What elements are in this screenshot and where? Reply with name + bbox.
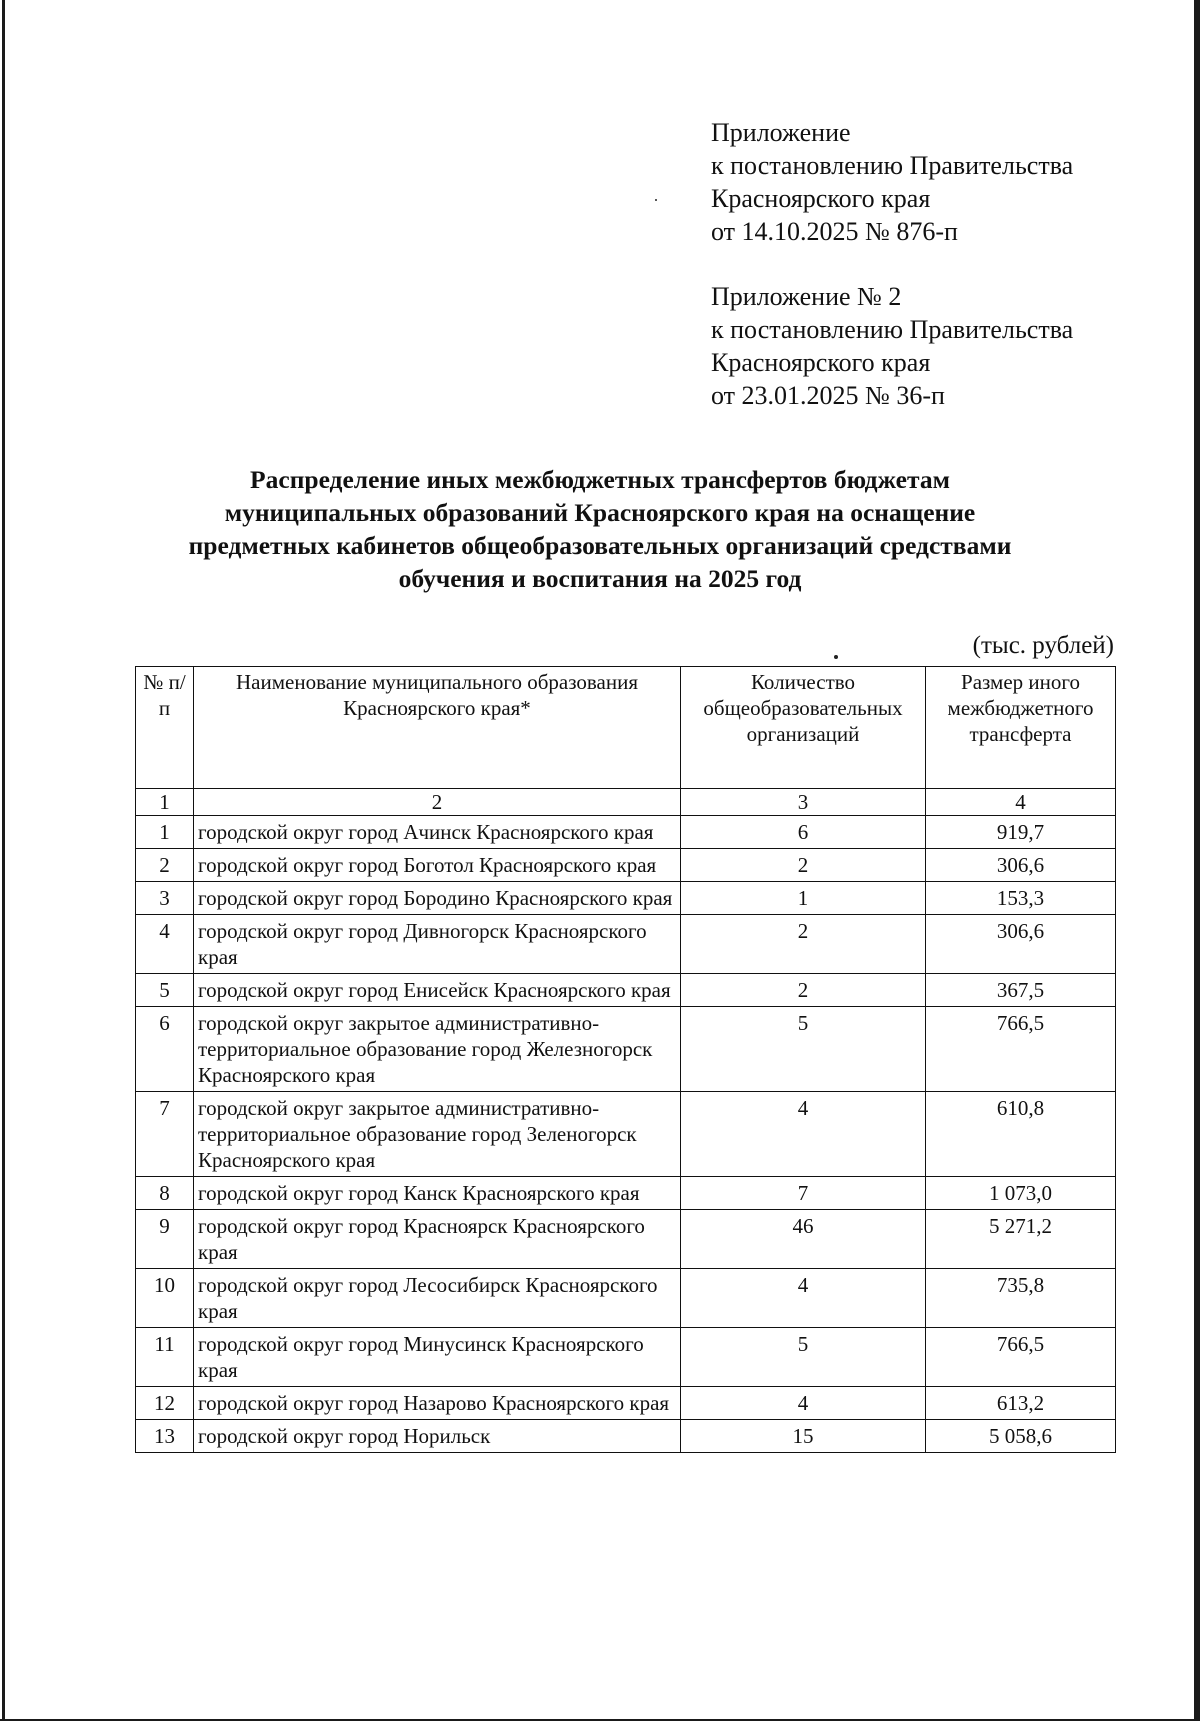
row-transfer-amount: 5 271,2 [926,1210,1116,1269]
row-transfer-amount: 153,3 [926,882,1116,915]
row-school-count: 4 [681,1092,926,1177]
scan-border-left [2,0,5,1721]
appendix-2-line-2: к постановлению Правительства [711,315,1074,344]
appendix-main-line-4: от 14.10.2025 № 876-п [711,217,958,246]
row-municipality-name: городской округ город Назарово Красноярского края [194,1387,681,1420]
row-municipality-name: городской округ город Енисейск Красноярского края [194,974,681,1007]
table-row [136,1007,1116,1092]
row-number: 3 [136,882,194,915]
row-transfer-amount: 766,5 [926,1328,1116,1387]
row-school-count: 2 [681,974,926,1007]
row-transfer-amount: 1 073,0 [926,1177,1116,1210]
row-number: 4 [136,915,194,974]
row-school-count: 7 [681,1177,926,1210]
row-number: 1 [136,816,194,849]
table-row [136,915,1116,974]
appendix-2-line-1: Приложение № 2 [711,282,902,311]
title-line-2: муниципальных образований Красноярского края на оснащение [224,498,976,527]
appendix-header-main [711,116,1073,248]
table-row [136,1177,1116,1210]
row-number: 12 [136,1387,194,1420]
scan-border-right [1194,0,1200,1721]
row-municipality-name: городской округ город Бородино Красноярского края [194,882,681,915]
row-municipality-name: городской округ город Канск Красноярского края [194,1177,681,1210]
row-school-count: 5 [681,1328,926,1387]
header-amount: Размер иного межбюджетного трансферта [926,667,1116,789]
table-row [136,1269,1116,1328]
column-number: 1 [136,789,194,816]
appendix-main-line-3: Красноярского края [711,184,931,213]
column-number: 3 [681,789,926,816]
table-header-row [136,667,1116,789]
row-transfer-amount: 919,7 [926,816,1116,849]
row-municipality-name: городской округ закрытое административно-территориальное образование город Железногорск Красноярского края [194,1007,681,1092]
scan-speck [655,199,657,201]
row-number: 2 [136,849,194,882]
row-number: 9 [136,1210,194,1269]
row-school-count: 5 [681,1007,926,1092]
row-number: 8 [136,1177,194,1210]
row-municipality-name: городской округ город Ачинск Красноярского края [194,816,681,849]
row-school-count: 15 [681,1420,926,1453]
row-number: 5 [136,974,194,1007]
column-number: 2 [194,789,681,816]
row-number: 10 [136,1269,194,1328]
row-transfer-amount: 306,6 [926,849,1116,882]
title-line-1: Распределение иных межбюджетных трансфертов бюджетам [250,465,950,494]
row-transfer-amount: 306,6 [926,915,1116,974]
row-municipality-name: городской округ город Норильск [194,1420,681,1453]
appendix-2-line-3: Красноярского края [711,348,931,377]
table-row [136,816,1116,849]
row-transfer-amount: 735,8 [926,1269,1116,1328]
appendix-2-line-4: от 23.01.2025 № 36-п [711,381,945,410]
document-title [100,463,1100,595]
row-number: 13 [136,1420,194,1453]
table-row [136,974,1116,1007]
header-num: № п/п [136,667,194,789]
row-transfer-amount: 613,2 [926,1387,1116,1420]
row-school-count: 2 [681,915,926,974]
appendix-header-2 [711,280,1073,412]
appendix-main-line-2: к постановлению Правительства [711,151,1074,180]
table-row [136,1387,1116,1420]
column-number-row [136,789,1116,816]
row-school-count: 1 [681,882,926,915]
title-line-4: обучения и воспитания на 2025 год [398,564,802,593]
column-number: 4 [926,789,1116,816]
allocation-table [135,666,1116,1453]
row-school-count: 2 [681,849,926,882]
table-row [136,1092,1116,1177]
units-label: (тыс. рублей) [972,632,1114,659]
row-number: 6 [136,1007,194,1092]
row-number: 7 [136,1092,194,1177]
row-school-count: 4 [681,1387,926,1420]
row-school-count: 4 [681,1269,926,1328]
row-transfer-amount: 610,8 [926,1092,1116,1177]
scan-speck [834,655,838,659]
row-transfer-amount: 5 058,6 [926,1420,1116,1453]
table-row [136,1328,1116,1387]
row-municipality-name: городской округ город Красноярск Красноярского края [194,1210,681,1269]
row-transfer-amount: 766,5 [926,1007,1116,1092]
table-row [136,882,1116,915]
row-transfer-amount: 367,5 [926,974,1116,1007]
row-municipality-name: городской округ город Минусинск Красноярского края [194,1328,681,1387]
table-row [136,849,1116,882]
row-municipality-name: городской округ город Дивногорск Красноярского края [194,915,681,974]
row-municipality-name: городской округ закрытое административно-территориальное образование город Зеленогорск Красноярского края [194,1092,681,1177]
row-school-count: 6 [681,816,926,849]
row-municipality-name: городской округ город Боготол Красноярского края [194,849,681,882]
header-name: Наименование муниципального образования Красноярского края* [194,667,681,789]
appendix-main-line-1: Приложение [711,118,851,147]
row-municipality-name: городской округ город Лесосибирск Красноярского края [194,1269,681,1328]
title-line-3: предметных кабинетов общеобразовательных организаций средствами [188,531,1012,560]
row-number: 11 [136,1328,194,1387]
table-row [136,1210,1116,1269]
header-count: Количество общеобразовательных организаций [681,667,926,789]
table-row [136,1420,1116,1453]
row-school-count: 46 [681,1210,926,1269]
